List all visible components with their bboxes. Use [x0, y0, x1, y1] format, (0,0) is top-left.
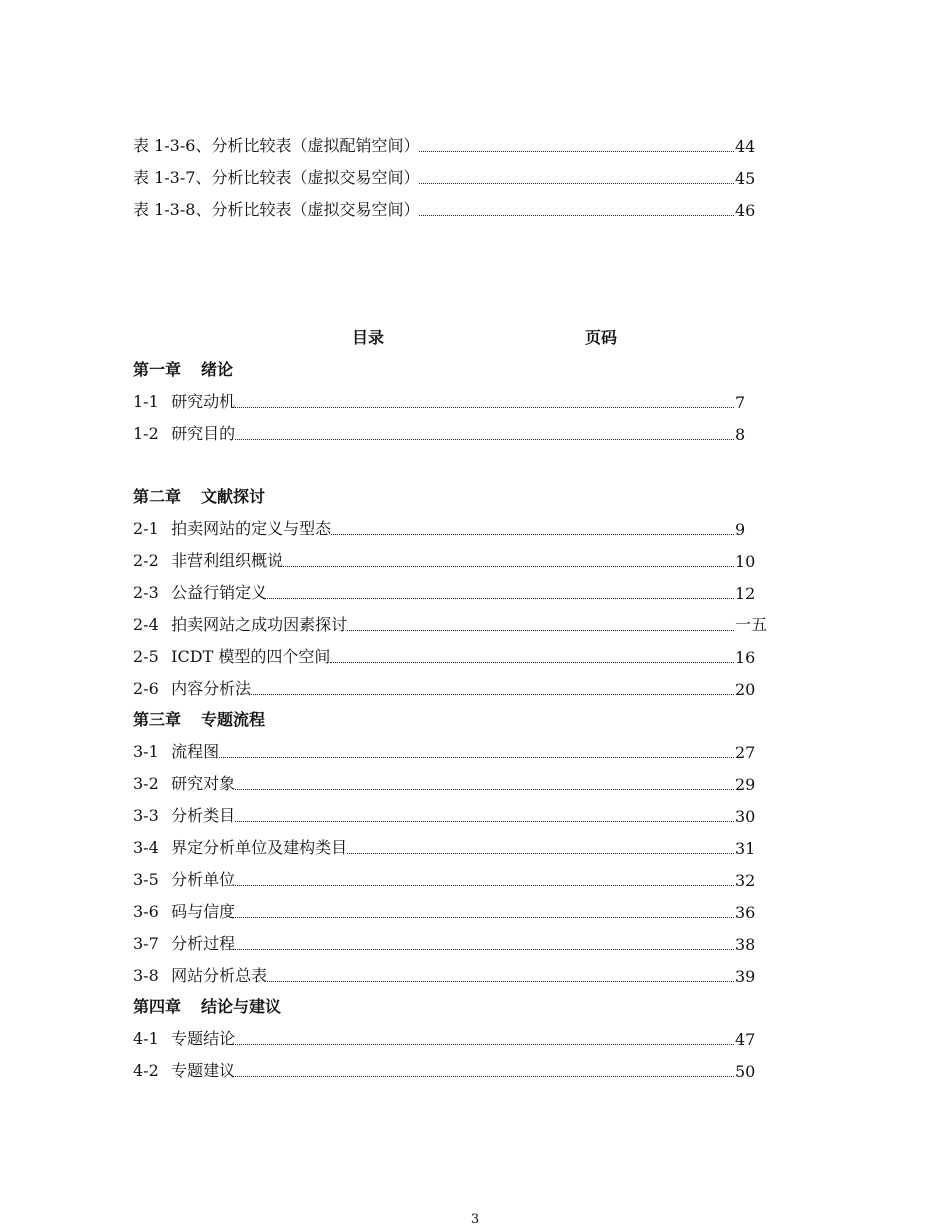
dot-leader: [267, 981, 734, 982]
chapter-title: 文献探讨: [201, 487, 266, 506]
section-page: 12: [735, 584, 756, 603]
toc-entry[interactable]: [133, 420, 773, 444]
toc-entry[interactable]: [133, 802, 773, 826]
section-title: 研究动机: [171, 392, 236, 411]
section-title: 专题结论: [171, 1029, 236, 1048]
table-entry: [133, 132, 773, 156]
section-title: 内容分析法: [171, 679, 252, 698]
table-entry-label: 表 1-3-7、分析比较表（虚拟交易空间）: [133, 168, 420, 187]
section-number: 3-5: [133, 870, 159, 889]
table-entry: [133, 164, 773, 188]
dot-leader: [267, 598, 734, 599]
dot-leader: [283, 566, 734, 567]
chapter-number: 第三章: [133, 710, 182, 729]
section-page: 47: [735, 1030, 756, 1049]
dot-leader: [331, 534, 734, 535]
toc-title: 目录: [352, 328, 385, 347]
section-number: 1-1: [133, 392, 159, 411]
dot-leader: [235, 917, 734, 918]
section-page: 32: [735, 871, 756, 890]
toc-entry[interactable]: [133, 930, 773, 954]
section-number: 4-1: [133, 1029, 159, 1048]
toc-entry[interactable]: [133, 388, 773, 412]
section-number: 3-6: [133, 902, 159, 921]
table-entry: [133, 196, 773, 220]
chapter-heading: [133, 357, 233, 380]
section-title: 界定分析单位及建构类目: [171, 838, 348, 857]
section-title: 公益行销定义: [171, 583, 268, 602]
section-number: 2-6: [133, 679, 159, 698]
section-title: 码与信度: [171, 902, 236, 921]
dot-leader: [330, 662, 734, 663]
dot-leader: [235, 1076, 734, 1077]
toc-entry[interactable]: [133, 611, 773, 635]
toc-entry[interactable]: [133, 515, 773, 539]
toc-entry[interactable]: [133, 770, 773, 794]
section-number: 3-7: [133, 934, 159, 953]
toc-entry[interactable]: [133, 675, 773, 699]
section-page: 39: [735, 967, 756, 986]
dot-leader: [419, 151, 734, 152]
toc-entry[interactable]: [133, 1025, 773, 1049]
section-page: 50: [735, 1062, 756, 1081]
section-number: 2-5: [133, 647, 159, 666]
section-title: 拍卖网站之成功因素探讨: [171, 615, 348, 634]
dot-leader: [235, 789, 734, 790]
toc-entry[interactable]: [133, 866, 773, 890]
dot-leader: [235, 949, 734, 950]
section-page: 一五: [735, 615, 768, 634]
toc-entry[interactable]: [133, 643, 773, 667]
section-title: 研究对象: [171, 774, 236, 793]
section-number: 3-8: [133, 966, 159, 985]
chapter-number: 第二章: [133, 487, 182, 506]
table-entry-label: 表 1-3-8、分析比较表（虚拟交易空间）: [133, 200, 420, 219]
section-page: 8: [735, 425, 746, 444]
dot-leader: [235, 821, 734, 822]
chapter-heading: [133, 994, 281, 1017]
section-number: 3-1: [133, 742, 159, 761]
section-title: ICDT 模型的四个空间: [171, 647, 331, 666]
page-number: 3: [470, 1212, 480, 1227]
section-title: 拍卖网站的定义与型态: [171, 519, 332, 538]
section-page: 27: [735, 743, 756, 762]
chapter-number: 第四章: [133, 997, 182, 1016]
table-entry-page: 46: [735, 201, 756, 220]
section-number: 2-4: [133, 615, 159, 634]
toc-entry[interactable]: [133, 834, 773, 858]
section-page: 38: [735, 935, 756, 954]
dot-leader: [347, 853, 734, 854]
section-title: 网站分析总表: [171, 966, 268, 985]
dot-leader: [251, 694, 734, 695]
dot-leader: [235, 407, 734, 408]
section-page: 10: [735, 552, 756, 571]
section-number: 2-3: [133, 583, 159, 602]
dot-leader: [219, 757, 734, 758]
toc-entry[interactable]: [133, 1057, 773, 1081]
section-title: 分析类目: [171, 806, 236, 825]
section-number: 3-2: [133, 774, 159, 793]
section-title: 分析单位: [171, 870, 236, 889]
chapter-number: 第一章: [133, 360, 182, 379]
toc-entry[interactable]: [133, 579, 773, 603]
section-number: 4-2: [133, 1061, 159, 1080]
toc-entry[interactable]: [133, 547, 773, 571]
chapter-heading: [133, 484, 265, 507]
chapter-title: 绪论: [201, 360, 234, 379]
section-number: 3-3: [133, 806, 159, 825]
section-number: 2-2: [133, 551, 159, 570]
chapter-heading: [133, 707, 265, 730]
section-title: 流程图: [171, 742, 220, 761]
section-page: 7: [735, 393, 746, 412]
dot-leader: [347, 630, 734, 631]
section-page: 36: [735, 903, 756, 922]
section-title: 研究目的: [171, 424, 236, 443]
dot-leader: [419, 215, 734, 216]
section-page: 29: [735, 775, 756, 794]
section-page: 16: [735, 648, 756, 667]
section-number: 1-2: [133, 424, 159, 443]
section-title: 专题建议: [171, 1061, 236, 1080]
dot-leader: [235, 1044, 734, 1045]
toc-entry[interactable]: [133, 898, 773, 922]
toc-page-column-label: 页码: [585, 328, 618, 347]
dot-leader: [235, 439, 734, 440]
chapter-title: 专题流程: [201, 710, 266, 729]
section-title: 分析过程: [171, 934, 236, 953]
table-entry-page: 45: [735, 169, 756, 188]
dot-leader: [235, 885, 734, 886]
section-page: 9: [735, 520, 746, 539]
section-title: 非营利组织概说: [171, 551, 284, 570]
section-page: 20: [735, 680, 756, 699]
section-number: 3-4: [133, 838, 159, 857]
toc-entry[interactable]: [133, 962, 773, 986]
table-entry-page: 44: [735, 137, 756, 156]
section-page: 31: [735, 839, 756, 858]
chapter-title: 结论与建议: [201, 997, 282, 1016]
dot-leader: [419, 183, 734, 184]
section-number: 2-1: [133, 519, 159, 538]
table-entry-label: 表 1-3-6、分析比较表（虚拟配销空间）: [133, 136, 420, 155]
toc-entry[interactable]: [133, 738, 773, 762]
section-page: 30: [735, 807, 756, 826]
